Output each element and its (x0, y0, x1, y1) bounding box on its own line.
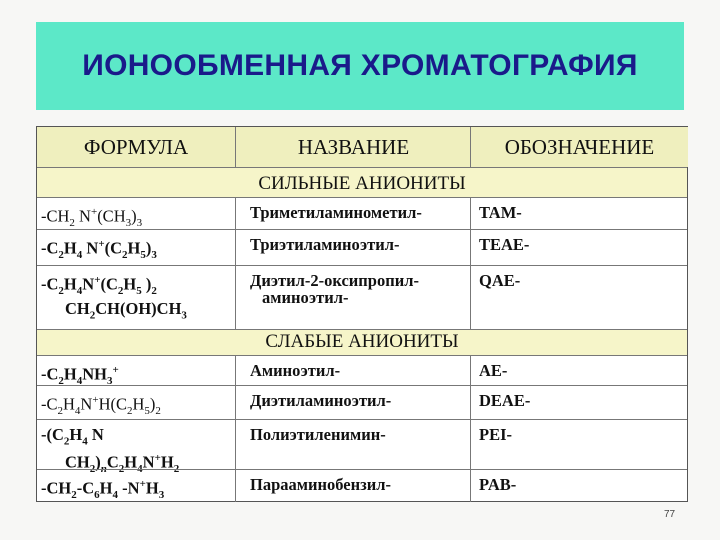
formula-cell: $-CH_2$ $N^+(CH_3)_3$ (41, 206, 143, 229)
formula-cell: $-(C_2H_4$ N $CH_2)_nC_2H_4N^+H_2$ (41, 425, 180, 476)
name-cell: Диэтиламиноэтил- (235, 386, 470, 420)
header-formula: ФОРМУЛА (37, 127, 235, 167)
designation-cell: PEI- (470, 420, 687, 470)
name-cell: Полиэтиленимин- (235, 420, 470, 470)
header-designation: ОБОЗНАЧЕНИЕ (470, 127, 688, 167)
title-banner (36, 22, 684, 110)
name-cell: Парааминобензил- (235, 470, 470, 502)
formula-cell: $-C_2H_4NH_3^+$ (41, 364, 119, 387)
formula-cell: $-C_2H_4N^+H(C_2H_5)_2$ (41, 394, 161, 417)
name-line-1: Диэтил-2-оксипропил- (250, 271, 419, 290)
page-number: 77 (664, 509, 676, 520)
formula-cell: $-CH_2-C_6H_4$ $-N^+H_3$ (41, 478, 165, 501)
designation-cell: PAB- (470, 470, 687, 502)
table-row (37, 265, 687, 330)
name-cell: Триэтиламиноэтил- (235, 230, 470, 266)
table-row (37, 419, 687, 476)
formula-cell: $-C_2H_4N^+(C_2H_5$ )$_2$ $CH_2CH(OH)CH_3$ (41, 274, 187, 322)
table-row (37, 197, 687, 230)
name-line-2: аминоэтил- (262, 288, 349, 307)
formula-cell: $-C_2H_4$ $N^+(C_2H_5)_3$ (41, 238, 157, 261)
table-row (37, 229, 687, 266)
slide-title: ИОНООБМЕННАЯ ХРОМАТОГРАФИЯ (82, 49, 638, 82)
name-cell: Триметиламинометил- (235, 198, 470, 230)
designation-cell: TAM- (470, 198, 687, 230)
table-row (37, 355, 687, 386)
designation-cell: QAE- (470, 266, 687, 330)
name-cell (235, 266, 470, 330)
header-name: НАЗВАНИЕ (235, 127, 471, 167)
section-strong: СИЛЬНЫЕ АНИОНИТЫ (37, 167, 687, 197)
designation-cell: DEAE- (470, 386, 687, 420)
table-row (37, 385, 687, 420)
designation-cell: TEAE- (470, 230, 687, 266)
designation-cell: AE- (470, 356, 687, 386)
table-row (37, 469, 687, 502)
header-row (37, 127, 687, 167)
section-weak: СЛАБЫЕ АНИОНИТЫ (37, 329, 687, 355)
ion-exchange-table (36, 126, 688, 502)
name-cell: Аминоэтил- (235, 356, 470, 386)
